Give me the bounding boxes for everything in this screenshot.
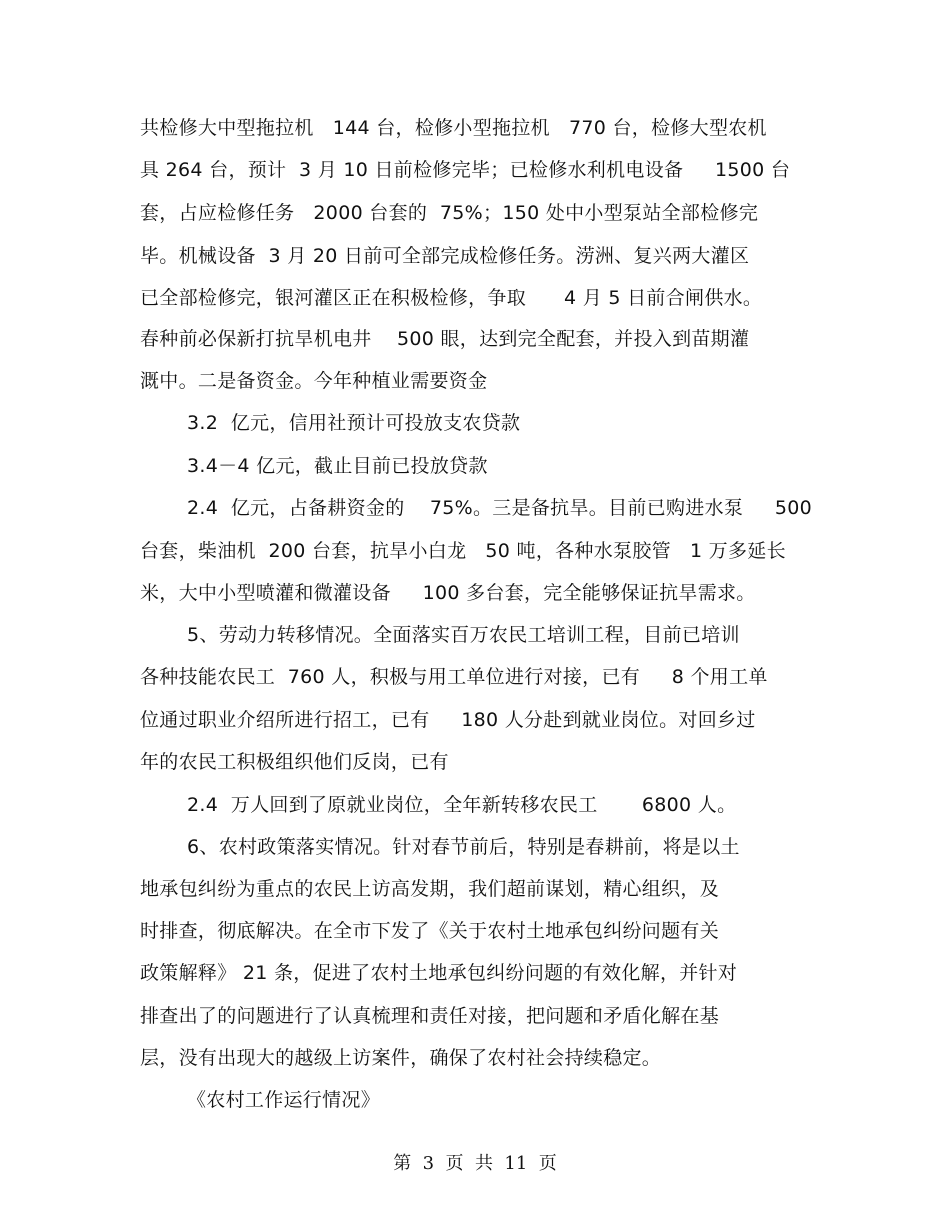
paragraph-line: 台套，柴油机 200 台套，抗旱小白龙 50 吨，各种水泵胶管 1 万多延长 bbox=[140, 540, 786, 562]
paragraph-line: 《农村工作运行情况》 bbox=[187, 1089, 381, 1111]
paragraph-line: 春种前必保新打抗旱机电井 500 眼，达到完全配套，并投入到苗期灌 bbox=[140, 328, 750, 350]
paragraph-line: 2.4 亿元，占备耕资金的 75%。三是备抗旱。目前已购进水泵 500 bbox=[187, 497, 813, 519]
paragraph-line: 套，占应检修任务 2000 台套的 75%；150 处中小型泵站全部检修完 bbox=[140, 202, 759, 224]
paragraph-line: 年的农民工积极组织他们反岗，已有 bbox=[140, 751, 449, 773]
paragraph-line: 位通过职业介绍所进行招工，已有 180 人分赴到就业岗位。对回乡过 bbox=[140, 709, 756, 731]
paragraph-line: 共检修大中型拖拉机 144 台，检修小型拖拉机 770 台，检修大型农机 bbox=[140, 117, 767, 139]
paragraph-line: 各种技能农民工 760 人，积极与用工单位进行对接，已有 8 个用工单 bbox=[140, 666, 768, 688]
paragraph-line: 5、劳动力转移情况。全面落实百万农民工培训工程，目前已培训 bbox=[187, 624, 740, 646]
paragraph-line: 米，大中小型喷灌和微灌设备 100 多台套，完全能够保证抗旱需求。 bbox=[140, 582, 756, 604]
paragraph-line: 时排查，彻底解决。在全市下发了《关于农村土地承包纠纷问题有关 bbox=[140, 920, 720, 942]
paragraph-line: 3.2 亿元，信用社预计可投放支农贷款 bbox=[187, 412, 521, 434]
paragraph-line: 排查出了的问题进行了认真梳理和责任对接，把问题和矛盾化解在基 bbox=[140, 1005, 720, 1027]
paragraph-line: 政策解释》 21 条，促进了农村土地承包纠纷问题的有效化解，并针对 bbox=[140, 962, 738, 984]
paragraph-line: 6、农村政策落实情况。针对春节前后，特别是春耕前，将是以土 bbox=[187, 836, 740, 858]
paragraph-line: 溉中。二是备资金。今年种植业需要资金 bbox=[140, 370, 488, 392]
paragraph-line: 层，没有出现大的越级上访案件，确保了农村社会持续稳定。 bbox=[140, 1047, 662, 1069]
paragraph-line: 毕。机械设备 3 月 20 日前可全部完成检修任务。涝洲、复兴两大灌区 bbox=[140, 245, 750, 267]
paragraph-line: 3.4－4 亿元，截止目前已投放贷款 bbox=[187, 455, 488, 477]
paragraph-line: 具 264 台，预计 3 月 10 日前检修完毕；已检修水利机电设备 1500 台 bbox=[140, 159, 791, 181]
paragraph-line: 已全部检修完，银河灌区正在积极检修，争取 4 月 5 日前合闸供水。 bbox=[140, 287, 763, 309]
paragraph-line: 2.4 万人回到了原就业岗位，全年新转移农民工 6800 人。 bbox=[187, 794, 737, 816]
paragraph-line: 地承包纠纷为重点的农民上访高发期，我们超前谋划，精心组织，及 bbox=[140, 878, 720, 900]
page-number-footer: 第 3 页 共 11 页 bbox=[393, 1153, 557, 1174]
